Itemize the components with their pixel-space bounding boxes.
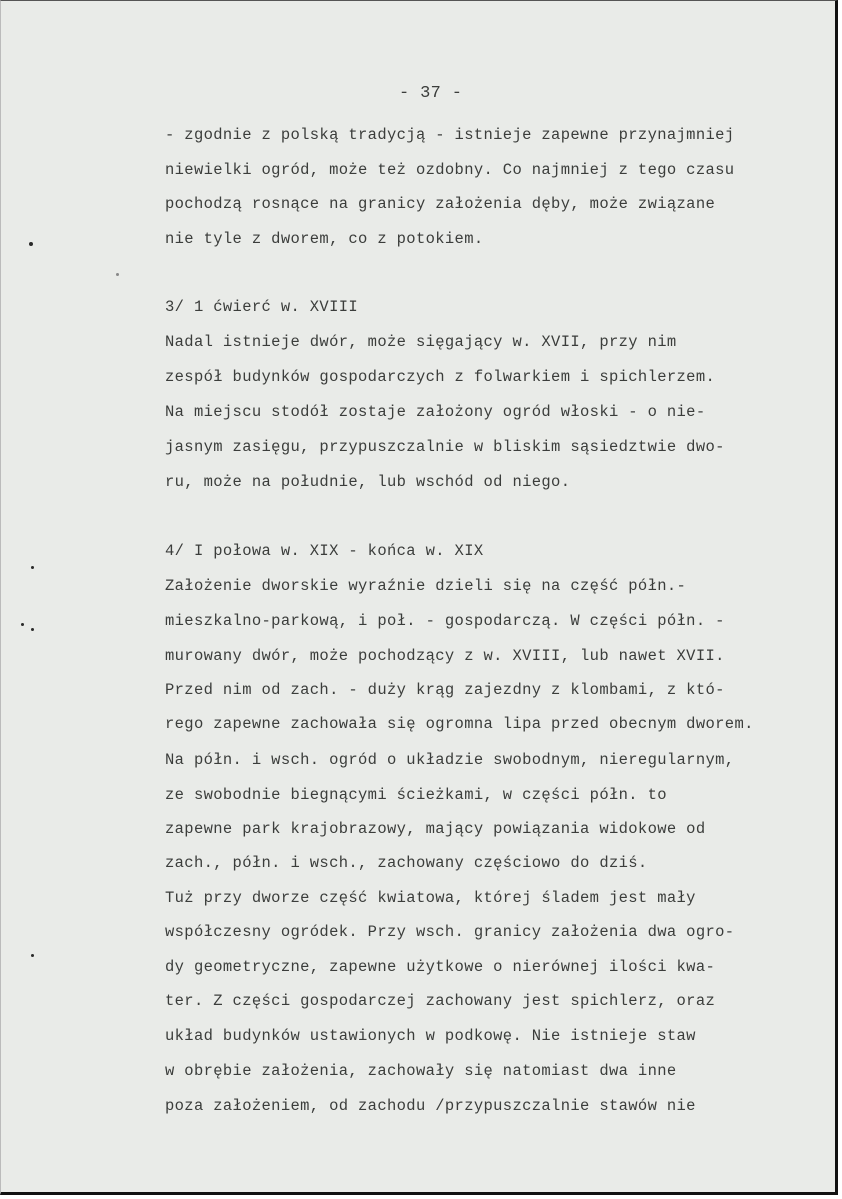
text-line: mieszkalno-parkową, i poł. - gospodarczą. W części półn. - — [165, 612, 725, 630]
text-line: pochodzą rosnące na granicy założenia dęby, może związane — [165, 195, 716, 213]
text-line: dy geometryczne, zapewne użytkowe o nierównej ilości kwa- — [165, 958, 716, 976]
text-line: nie tyle z dworem, co z potokiem. — [165, 230, 484, 248]
text-line: rego zapewne zachowała się ogromna lipa przed obecnym dworem. — [165, 715, 754, 733]
text-line: ze swobodnie biegnącymi ścieżkami, w części półn. to — [165, 786, 667, 804]
text-line: zach., półn. i wsch., zachowany częściowo do dziś. — [165, 854, 648, 872]
text-line: murowany dwór, może pochodzący z w. XVIII, lub nawet XVII. — [165, 647, 725, 665]
text-line: ter. Z części gospodarczej zachowany jest spichlerz, oraz — [165, 992, 716, 1010]
dot-mark — [21, 623, 24, 626]
dot-mark — [29, 242, 33, 246]
dot-mark — [31, 628, 34, 631]
section-heading: 4/ I połowa w. XIX - końca w. XIX — [165, 542, 484, 560]
text-line: zapewne park krajobrazowy, mający powiązania widokowe od — [165, 820, 706, 838]
page-number: - 37 - — [399, 84, 463, 103]
text-line: w obrębie założenia, zachowały się natomiast dwa inne — [165, 1062, 677, 1080]
text-line: Na miejscu stodół zostaje założony ogród włoski - o nie- — [165, 403, 706, 421]
text-line: współczesny ogródek. Przy wsch. granicy założenia dwa ogro- — [165, 923, 735, 941]
text-line: niewielki ogród, może też ozdobny. Co najmniej z tego czasu — [165, 161, 735, 179]
text-line: Założenie dworskie wyraźnie dzieli się na część półn.- — [165, 577, 687, 595]
text-line: Na półn. i wsch. ogród o układzie swobodnym, nieregularnym, — [165, 751, 735, 769]
text-line: - zgodnie z polską tradycją - istnieje zapewne przynajmniej — [165, 126, 735, 144]
dot-mark — [31, 954, 34, 957]
dot-mark — [116, 273, 119, 276]
text-line: Tuż przy dworze część kwiatowa, której śladem jest mały — [165, 889, 696, 907]
text-line: Przed nim od zach. - duży krąg zajezdny z klombami, z któ- — [165, 681, 725, 699]
text-line: Nadal istnieje dwór, może sięgający w. XVII, przy nim — [165, 333, 677, 351]
text-line: zespół budynków gospodarczych z folwarkiem i spichlerzem. — [165, 368, 716, 386]
dot-mark — [31, 566, 34, 569]
text-line: poza założeniem, od zachodu /przypuszczalnie stawów nie — [165, 1097, 696, 1115]
text-line: ru, może na południe, lub wschód od niego. — [165, 473, 571, 491]
text-line: układ budynków ustawionych w podkowę. Nie istnieje staw — [165, 1027, 696, 1045]
section-heading: 3/ 1 ćwierć w. XVIII — [165, 298, 359, 316]
text-line: jasnym zasięgu, przypuszczalnie w bliskim sąsiedztwie dwo- — [165, 438, 725, 456]
